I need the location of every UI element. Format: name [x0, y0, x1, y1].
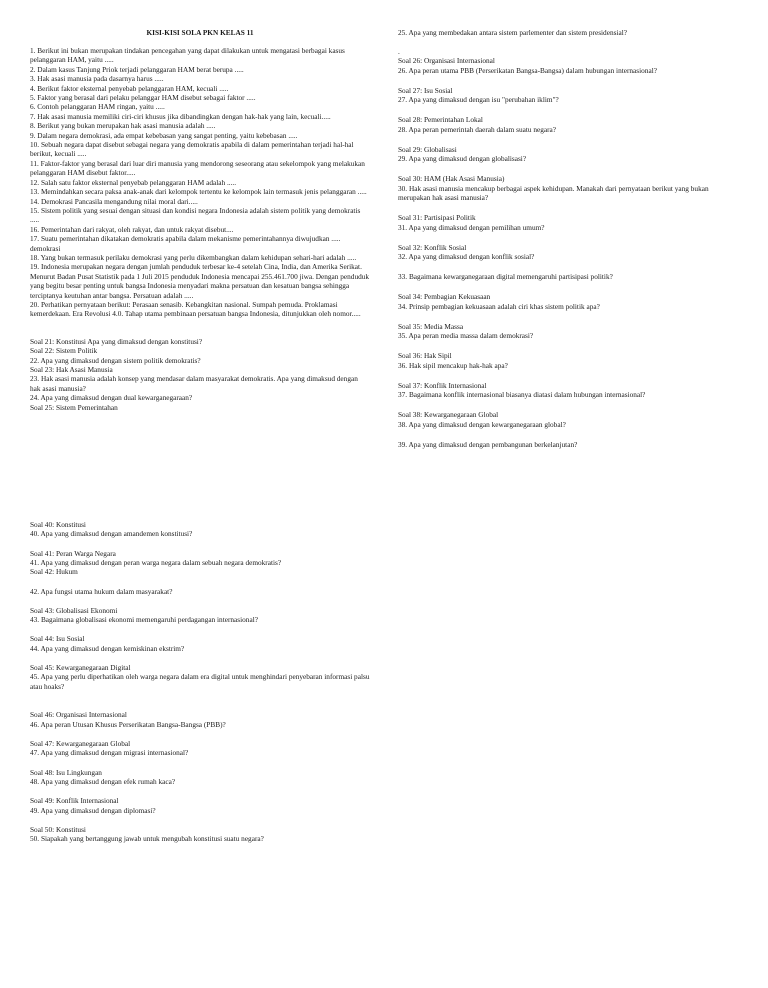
soal-line: 24. Apa yang dimaksud dengan dual kewarganegaraan? [30, 393, 193, 403]
question-item: 16. Pemerintahan dari rakyat, oleh rakyat, dan untuk rakyat disebut.... [30, 224, 234, 234]
question-text: 40. Apa yang dimaksud dengan amandemen konstitusi? [30, 529, 193, 539]
question-block [30, 606, 370, 625]
question-text: 32. Apa yang dimaksud dengan konflik sosial? [398, 252, 535, 262]
soal-heading: Soal 29: Globalisasi [398, 144, 457, 154]
question-item: 11. Faktor-faktor yang berasal dari luar diri manusia yang mendorong seseorang atau sekelompok yang melakukan pelanggaran HAM disebut faktor..... [30, 158, 365, 178]
question-item: 4. Berikut faktor eksternal penyebab pelanggaran HAM, kecuali ..... [30, 83, 229, 93]
soal-heading: Soal 42: Hukum [30, 567, 78, 577]
question-block [30, 796, 370, 815]
question-text: 46. Apa peran Utusan Khusus Perserikatan Bangsa-Bangsa (PBB)? [30, 719, 226, 729]
soal-line: Soal 23: Hak Asasi Manusia [30, 365, 113, 374]
question-block [398, 272, 736, 281]
soal-heading: Soal 45: Kewarganegaraan Digital [30, 663, 131, 673]
question-block [398, 86, 736, 105]
question-item: 5. Faktor yang berasal dari pelaku pelanggar HAM disebut sebagai faktor ..... [30, 93, 256, 103]
question-item: 8. Berikut yang bukan merupakan hak asasi manusia adalah ..... [30, 121, 216, 131]
question-block [398, 56, 736, 75]
soal-heading: Soal 40: Konstitusi [30, 520, 86, 529]
soal-heading: Soal 31: Partisipasi Politik [398, 213, 476, 223]
question-block [398, 213, 736, 232]
question-block [30, 549, 370, 577]
soal-heading: Soal 28: Pemerintahan Lokal [398, 115, 483, 125]
question-block [398, 243, 736, 262]
question-text: 29. Apa yang dimaksud dengan globalisasi? [398, 154, 527, 164]
question-item: 15. Sistem politik yang sesuai dengan situasi dan kondisi negara Indonesia adalah sistem politik yang demokratis ..... [30, 205, 361, 225]
question-block [398, 292, 736, 311]
question-block [398, 440, 736, 449]
question-text: 50. Siapakah yang bertanggung jawab untuk mengubah konstitusi suatu negara? [30, 834, 264, 844]
soal-heading: Soal 50: Konstitusi [30, 824, 86, 834]
question-text: 34. Prinsip pembagian kekuasaan adalah ciri khas sistem politik apa? [398, 301, 600, 311]
bottom-question-blocks [30, 520, 370, 844]
soal-line: 22. Apa yang dimaksud dengan sistem politik demokratis? [30, 355, 201, 365]
question-item: 14. Demokrasi Pancasila mengandung nilai moral dari..... [30, 196, 198, 206]
soal-heading: Soal 48: Isu Lingkungan [30, 767, 102, 777]
soal-heading: Soal 38: Kewarganegaraan Global [398, 410, 499, 420]
question-item: 1. Berikut ini bukan merupakan tindakan pencegahan yang dapat dilakukan untuk mengatasi berbagai kasus pelanggaran HAM, yaitu ..... [30, 46, 345, 65]
soal-heading: Soal 30: HAM (Hak Asasi Manusia) [398, 174, 505, 184]
question-block [30, 634, 370, 653]
question-text: 26. Apa peran utama PBB (Perserikatan Bangsa-Bangsa) dalam hubungan internasional? [398, 65, 657, 75]
question-item: 13. Memindahkan secara paksa anak-anak dari kelompok tertentu ke kelompok lain termasuk jenis pelanggaran ..... [30, 187, 367, 197]
soal-heading: Soal 37: Konflik Internasional [398, 380, 487, 390]
question-item: 17. Suatu pemerintahan dikatakan demokratis apabila dalam mekanisme pemerintahannya diwujudkan ..... demokrasi [30, 234, 341, 253]
question-block [398, 145, 736, 164]
question-block [398, 115, 736, 134]
question-block [398, 322, 736, 341]
question-block [30, 825, 370, 844]
question-block [30, 768, 370, 787]
soal-line: Soal 21: Konstitusi Apa yang dimaksud dengan konstitusi? [30, 336, 203, 346]
question-text: 39. Apa yang dimaksud dengan pembangunan berkelanjutan? [398, 439, 578, 449]
question-block [30, 739, 370, 758]
question-block [30, 520, 370, 539]
question-text: 49. Apa yang dimaksud dengan diplomasi? [30, 805, 156, 815]
question-text: 27. Apa yang dimaksud dengan isu "perubahan iklim"? [398, 95, 559, 105]
soal-heading: Soal 44: Isu Sosial [30, 634, 85, 644]
question-text: 41. Apa yang dimaksud dengan peran warga negara dalam sebuah negara demokratis? [30, 558, 282, 568]
question-block [30, 710, 370, 729]
soal-line: 23. Hak asasi manusia adalah konsep yang mendasar dalam masyarakat demokratis. Apa yang dimaksud dengan hak asasi manusia? [30, 374, 358, 393]
right-column [398, 28, 736, 449]
soal-heading: Soal 43: Globalisasi Ekonomi [30, 605, 118, 615]
question-text: 28. Apa peran pemerintah daerah dalam suatu negara? [398, 124, 557, 134]
question-item: 18. Yang bukan termasuk perilaku demokrasi yang perlu dikembangkan dalam kehidupan sehari-hari adalah ..... [30, 252, 357, 262]
question-item: 19. Indonesia merupakan negara dengan jumlah penduduk terbesar ke-4 setelah Cina, India, dan Amerika Serikat. Menurut Badan Pusat Statistik pada 1 Juli 2015 penduduk Indonesia mencapai 255.461.700 jiwa. Dengan penduduk yang begitu besar penting untuk bangsa Indonesia menyadari makna persatuan dan kesatuan bangsa sehingga terciptanya keutuhan antar bangsa. Persatuan adalah ..... [30, 262, 370, 300]
question-block [398, 410, 736, 429]
soal-heading: Soal 26: Organisasi Internasional [398, 56, 495, 66]
question-item: 12. Salah satu faktor eksternal penyebab pelanggaran HAM adalah ..... [30, 177, 237, 187]
question-item: 3. Hak asasi manusia pada dasarnya harus ..... [30, 74, 164, 84]
question-block [398, 381, 736, 400]
question-text: 33. Bagaimana kewarganegaraan digital memengaruhi partisipasi politik? [398, 272, 613, 282]
question-text: 47. Apa yang dimaksud dengan migrasi internasional? [30, 748, 189, 758]
soal-heading: Soal 41: Peran Warga Negara [30, 548, 116, 558]
question-text: 38. Apa yang dimaksud dengan kewarganegaraan global? [398, 419, 566, 429]
stray-dot: . [398, 46, 400, 56]
soal-heading: Soal 27: Isu Sosial [398, 85, 453, 95]
question-text: 43. Bagaimana globalisasi ekonomi memengaruhi perdagangan internasional? [30, 615, 258, 625]
question-text: 42. Apa fungsi utama hukum dalam masyarakat? [30, 586, 173, 596]
soal-heading: Soal 32: Konflik Sosial [398, 242, 467, 252]
question-text: 44. Apa yang dimaksud dengan kemiskinan ekstrim? [30, 643, 185, 653]
bottom-column [30, 520, 370, 844]
question-item: 9. Dalam negara demokrasi, ada empat kebebasan yang sangat penting, yaitu kebebasan ..... [30, 130, 298, 140]
question-item: 2. Dalam kasus Tanjung Priok terjadi pelanggaran HAM berat berupa ..... [30, 64, 244, 74]
question-text: 45. Apa yang perlu diperhatikan oleh warga negara dalam era digital untuk menghindari penyebaran informasi palsu atau hoaks? [30, 672, 370, 691]
question-text: 36. Hak sipil mencakup hak-hak apa? [398, 360, 508, 370]
soal-heading: Soal 47: Kewarganegaraan Global [30, 739, 131, 749]
question-block [30, 663, 370, 691]
question-item: 20. Perhatikan pernyataan berikut: Perasaan senasib. Kebangkitan nasional. Sumpah pemuda. Proklamasi kemerdekaan. Era Revolusi 4.0. Tahap utama pembinaan persatuan bangsa Indonesia, ditunjukkan oleh nomor..... [30, 299, 361, 319]
question-text: 35. Apa peran media massa dalam demokrasi? [398, 331, 534, 341]
question-text: 48. Apa yang dimaksud dengan efek rumah kaca? [30, 777, 176, 787]
soal-heading: Soal 36: Hak Sipil [398, 351, 452, 361]
question-block [398, 351, 736, 370]
soal-line: Soal 25: Sistem Pemerintahan [30, 402, 118, 412]
question-block [398, 174, 736, 202]
question-item: 25. Apa yang membedakan antara sistem parlementer dan sistem presidensial? [398, 28, 627, 37]
soal-line: Soal 22: Sistem Politik [30, 346, 98, 356]
question-text: 31. Apa yang dimaksud dengan pemilihan umum? [398, 222, 545, 232]
question-item: 10. Sebuah negara dapat disebut sebagai negara yang demokratis apabila di dalam pemerintahan terjadi hal-hal berikut, kecuali ..... [30, 140, 354, 159]
soal-heading: Soal 49: Konflik Internasional [30, 796, 119, 806]
right-question-blocks [398, 56, 736, 449]
soal-heading: Soal 34: Pembagian Kekuasaan [398, 292, 491, 302]
question-item: 6. Contoh pelanggaran HAM ringan, yaitu ..... [30, 102, 165, 112]
soal-heading: Soal 35: Media Massa [398, 321, 464, 331]
soal-heading: Soal 46: Organisasi Internasional [30, 710, 127, 720]
page-title: KISI-KISI SOLA PKN KELAS 11 [146, 28, 254, 37]
question-block [30, 587, 370, 596]
question-text: 30. Hak asasi manusia mencakup berbagai aspek kehidupan. Manakah dari pernyataan berikut yang bukan merupakan hak asasi manusia? [398, 183, 709, 203]
question-item: 7. Hak asasi manusia memiliki ciri-ciri khusus jika dibandingkan dengan hak-hak yang lain, kecuali..... [30, 111, 331, 121]
left-column [30, 46, 370, 412]
question-text: 37. Bagaimana konflik internasional biasanya diatasi dalam hubungan internasional? [398, 390, 646, 400]
